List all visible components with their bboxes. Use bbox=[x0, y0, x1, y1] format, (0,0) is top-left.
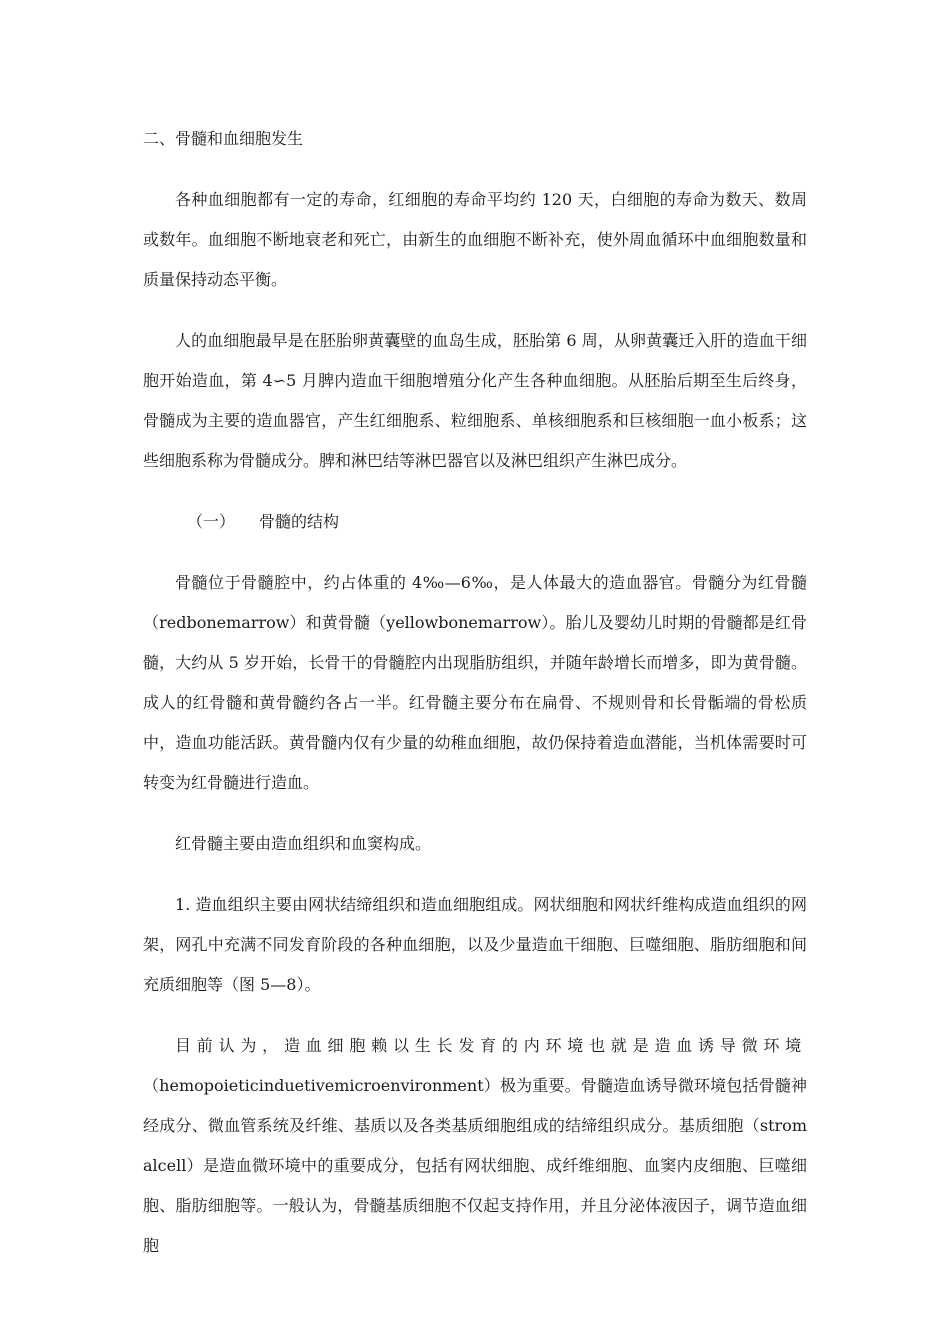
paragraph-hematopoiesis-origin: 人的血细胞最早是在胚胎卵黄囊壁的血岛生成，胚胎第 6 周，从卵黄囊迁入肝的造血干细胞开始造血，第 4∽5 月脾内造血干细胞增殖分化产生各种血细胞。从胚胎后期至生后终身，骨髓成为主要的造血器官，产生红细胞系、粒细胞系、单核细胞系和巨核细胞一血小板系；这些细胞系称为骨髓成分。脾和淋巴结等淋巴器官以及淋巴组织产生淋巴成分。 bbox=[143, 331, 807, 470]
paragraph-blood-cell-lifespan: 各种血细胞都有一定的寿命，红细胞的寿命平均约 120 天，白细胞的寿命为数天、数周或数年。血细胞不断地衰老和死亡，由新生的血细胞不断补充，使外周血循环中血细胞数量和质量保持动态平衡。 bbox=[143, 190, 807, 289]
paragraph-bone-marrow-structure: 骨髓位于骨髓腔中，约占体重的 4‰—6‰，是人体最大的造血器官。骨髓分为红骨髓（redbonemarrow）和黄骨髓（yellowbonemarrow）。胎儿及婴幼儿时期的骨髓都是红骨髓，大约从 5 岁开始，长骨干的骨髓腔内出现脂肪组织，并随年龄增长而增多，即为黄骨髓。成人的红骨髓和黄骨髓约各占一半。红骨髓主要分布在扁骨、不规则骨和长骨骺端的骨松质中，造血功能活跃。黄骨髓内仅有少量的幼稚血细胞，故仍保持着造血潜能，当机体需要时可转变为红骨髓进行造血。 bbox=[143, 573, 807, 792]
subsection-number: （一） bbox=[187, 512, 236, 531]
document-body bbox=[143, 119, 807, 1266]
paragraph-hematopoietic-tissue: 1. 造血组织主要由网状结缔组织和造血细胞组成。网状细胞和网状纤维构成造血组织的网架，网孔中充满不同发育阶段的各种血细胞，以及少量造血干细胞、巨噬细胞、脂肪细胞和间充质细胞等（图 5—8）。 bbox=[143, 895, 807, 994]
section-title: 二、骨髓和血细胞发生 bbox=[143, 129, 304, 148]
paragraph-microenvironment bbox=[143, 1026, 807, 1266]
microenvironment-rest: （hemopoieticinduetivemicroenvironment）极为重要。骨髓造血诱导微环境包括骨髓神经成分、微血管系统及纤维、基质以及各类基质细胞组成的结缔组织成分。基质细胞（stromalcell）是造血微环境中的重要成分，包括有网状细胞、成纤维细胞、血窦内皮细胞、巨噬细胞、脂肪细胞等。一般认为，骨髓基质细胞不仅起支持作用，并且分泌体液因子，调节造血细胞 bbox=[143, 1076, 807, 1255]
microenvironment-first-line: 目前认为，造血细胞赖以生长发育的内环境也就是造血诱导微环境 bbox=[175, 1036, 807, 1055]
paragraph-red-marrow-composition: 红骨髓主要由造血组织和血窦构成。 bbox=[175, 834, 432, 853]
subsection-title: 骨髓的结构 bbox=[259, 512, 340, 531]
subsection-heading bbox=[143, 502, 807, 542]
